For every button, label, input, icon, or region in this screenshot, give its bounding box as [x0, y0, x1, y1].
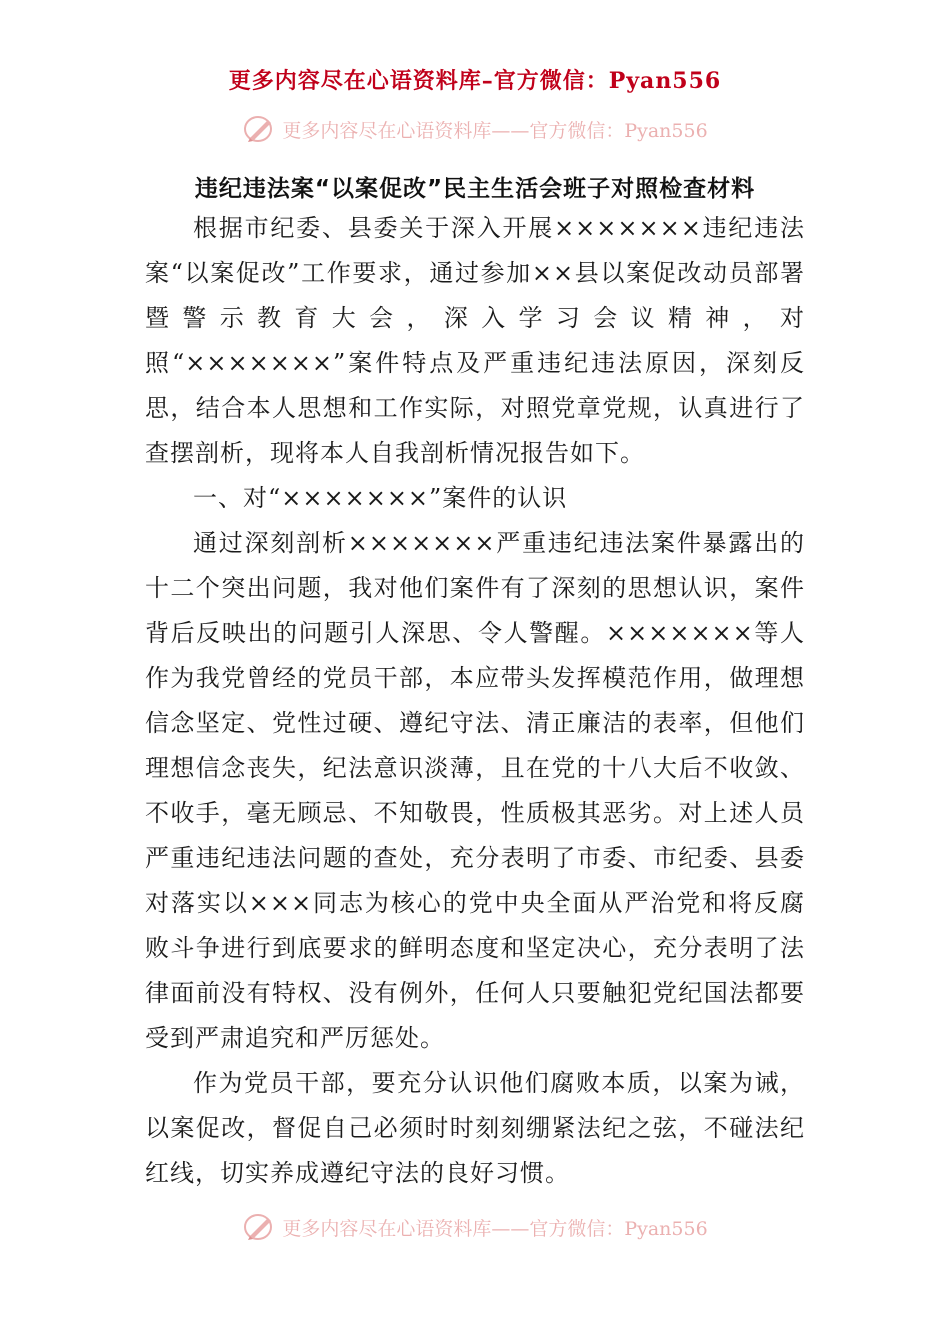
paragraph-intro: 根据市纪委、县委关于深入开展×××××××违纪违法案“以案促改”工作要求，通过参加××县以案促改动员部署暨警示教育大会，深入学习会议精神，对照“×××××××”案件特点及严重违纪违法原因，深刻反思，结合本人思想和工作实际，对照党章党规，认真进行了查摆剖析，现将本人自我剖析情况报告如下。	[145, 214, 805, 467]
document-body	[145, 206, 805, 1196]
watermark-top	[0, 114, 950, 144]
pen-logo-icon	[242, 114, 276, 144]
watermark-bottom	[0, 1212, 950, 1242]
watermark-text: 更多内容尽在心语资料库——官方微信：Pyan556	[282, 119, 708, 142]
paragraph-conclusion: 作为党员干部，要充分认识他们腐败本质，以案为诫，以案促改，督促自己必须时时刻刻绷紧法纪之弦，不碰法纪红线，切实养成遵纪守法的良好习惯。	[145, 1069, 805, 1187]
top-banner: 更多内容尽在心语资料库–官方微信：Pyan556	[228, 68, 722, 94]
watermark-text: 更多内容尽在心语资料库——官方微信：Pyan556	[282, 1217, 708, 1240]
document-title: 违纪违法案“以案促改”民主生活会班子对照检查材料	[194, 176, 756, 202]
section-heading: 一、对“×××××××”案件的认识	[193, 484, 568, 512]
paragraph-analysis: 通过深刻剖析×××××××严重违纪违法案件暴露出的十二个突出问题，我对他们案件有了深刻的思想认识，案件背后反映出的问题引人深思、令人警醒。×××××××等人作为我党曾经的党员干部，本应带头发挥模范作用，做理想信念坚定、党性过硬、遵纪守法、清正廉洁的表率，但他们理想信念丧失，纪法意识淡薄，且在党的十八大后不收敛、不收手，毫无顾忌、不知敬畏，性质极其恶劣。对上述人员严重违纪违法问题的查处，充分表明了市委、市纪委、县委对落实以×××同志为核心的党中央全面从严治党和将反腐败斗争进行到底要求的鲜明态度和坚定决心，充分表明了法律面前没有特权、没有例外，任何人只要触犯党纪国法都要受到严肃追究和严厉惩处。	[145, 529, 805, 1052]
pen-logo-icon	[242, 1212, 276, 1242]
